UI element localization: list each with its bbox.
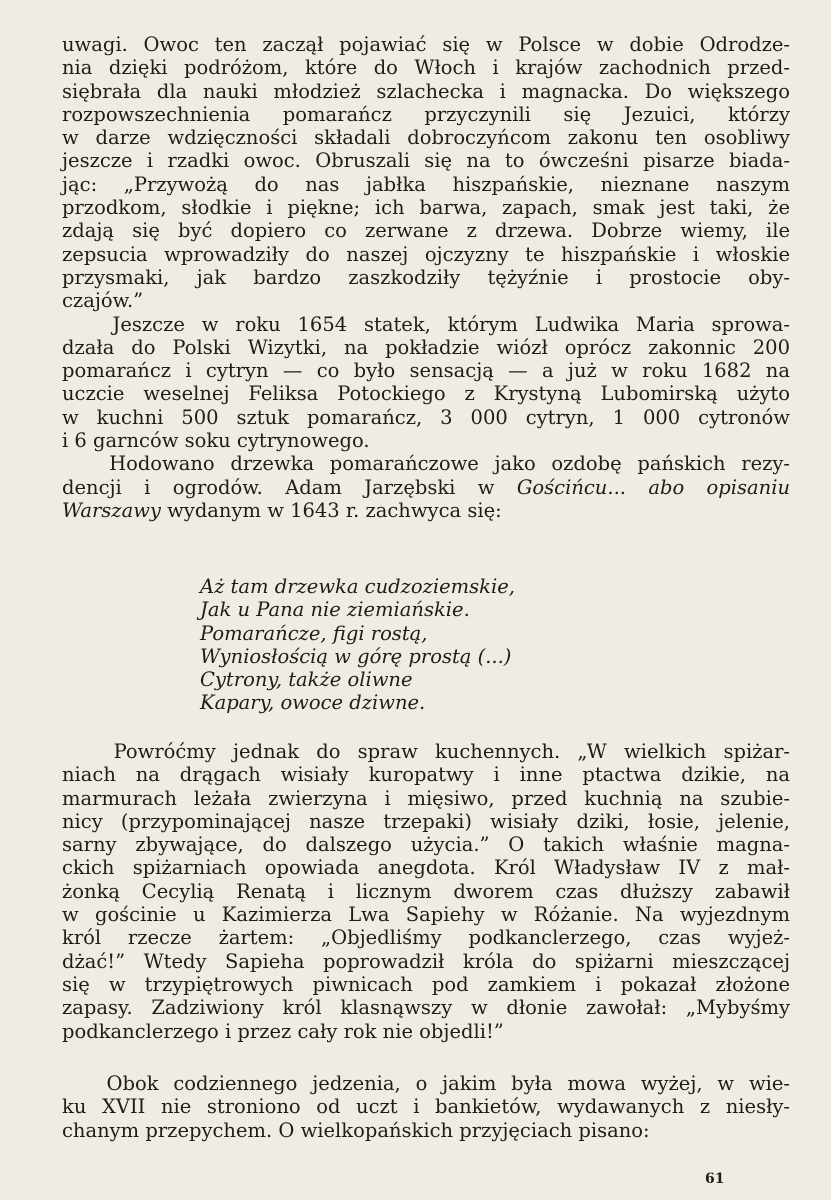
text-line: jąc: „Przywożą do nas jabłka hiszpańskie, nieznane naszym <box>62 172 790 196</box>
text-line: zapasy. Zadziwiony król klasnąwszy w dłonie zawołał: „Mybyśmy <box>62 996 790 1020</box>
text-line: się w trzypiętrowych piwnicach pod zamkiem i pokazał złożone <box>62 972 790 996</box>
text-line: podkanclerzego i przez cały rok nie objedli!” <box>62 1019 504 1043</box>
book-title: Warszawy <box>62 498 161 522</box>
text-line: uczcie weselnej Feliksa Potockiego z Krystyną Lubomirską użyto <box>62 382 790 406</box>
text-line: siębrała dla nauki młodzież szlachecka i magnacka. Do większego <box>62 79 790 103</box>
page-number: 61 <box>705 1171 725 1187</box>
text-line: zdają się być dopiero co zerwane z drzewa. Dobrze wiemy, ile <box>62 219 790 243</box>
verse-line: Kapary, owoce dziwne. <box>200 691 426 715</box>
text-line: jeszcze i rzadki owoc. Obruszali się na to ówcześni pisarze biada- <box>62 149 790 173</box>
text-line: nia dzięki podróżom, które do Włoch i krajów zachodnich przed- <box>62 56 790 80</box>
text-line: sarny zbywające, do dalszego użycia.” O takich właśnie magna- <box>62 833 790 857</box>
paragraph-block-3 <box>62 1072 790 1142</box>
text-line: w kuchni 500 sztuk pomarańcz, 3 000 cytryn, 1 000 cytronów <box>62 405 790 429</box>
paragraph-block-1 <box>62 33 790 522</box>
text-line: nicy (przypominającej nasze trzepaki) wisiały dziki, łosie, jelenie, <box>62 809 790 833</box>
verse-line: Jak u Pana nie ziemiańskie. <box>200 598 470 622</box>
verse-quote <box>200 575 620 715</box>
text-line: Powróćmy jednak do spraw kuchennych. „W wielkich spiżar- <box>62 740 790 763</box>
text-line: niach na drągach wisiały kuropatwy i inne ptactwa dzikie, na <box>62 763 790 787</box>
text-line: ku XVII nie stroniono od uczt i bankietów, wydawanych z niesły- <box>62 1095 790 1119</box>
text-line: dzała do Polski Wizytki, na pokładzie wiózł oprócz zakonnic 200 <box>62 335 790 359</box>
text-line: w gościnie u Kazimierza Lwa Sapiehy w Różanie. Na wyjezdnym <box>62 903 790 927</box>
text-line-mixed <box>62 476 790 499</box>
text-line: Obok codziennego jedzenia, o jakim była mowa wyżej, w wie- <box>62 1072 790 1095</box>
text-line: dżać!” Wtedy Sapieha poprowadził króla do spiżarni mieszczącej <box>62 949 790 973</box>
text-line: zepsucia wprowadziły do naszej ojczyzny te hiszpańskie i włoskie <box>62 242 790 266</box>
text-segment: wydanym w 1643 r. zachwyca się: <box>160 498 502 522</box>
text-line: przysmaki, jak bardzo zaszkodziły tężyźnie i prostocie oby- <box>62 265 790 289</box>
book-title: Gościńcu... abo opisaniu <box>516 475 790 499</box>
text-line: pomarańcz i cytryn — co było sensacją — a już w roku 1682 na <box>62 359 790 383</box>
verse-line: Wyniosłością w górę prostą (...) <box>200 644 512 668</box>
text-line: przodkom, słodkie i piękne; ich barwa, zapach, smak jest taki, że <box>62 196 790 220</box>
verse-line: Pomarańcze, figi rostą, <box>200 621 428 645</box>
verse-line: Cytrony, także oliwne <box>200 668 413 692</box>
text-line: uwagi. Owoc ten zaczął pojawiać się w Polsce w dobie Odrodze- <box>62 33 790 56</box>
text-segment: dencji i ogrodów. Adam Jarzębski w <box>62 475 517 499</box>
verse-line: Aż tam drzewka cudzoziemskie, <box>200 575 515 598</box>
text-line: w darze wdzięczności składali dobroczyńcom zakonu ten osobliwy <box>62 126 790 150</box>
text-line: czajów.” <box>62 289 144 313</box>
text-line: król rzecze żartem: „Objedliśmy podkanclerzego, czas wyjeż- <box>62 926 790 950</box>
text-line: żonką Cecylią Renatą i licznym dworem czas dłuższy zabawił <box>62 879 790 903</box>
paragraph-block-2 <box>62 740 790 1043</box>
text-line: rozpowszechnienia pomarańcz przyczynili się Jezuici, którzy <box>62 102 790 126</box>
text-line: Jeszcze w roku 1654 statek, którym Ludwika Maria sprowa- <box>62 312 790 336</box>
text-line: marmurach leżała zwierzyna i mięsiwo, przed kuchnią na szubie- <box>62 786 790 810</box>
text-line-mixed <box>62 499 790 522</box>
text-line: i 6 garnców soku cytrynowego. <box>62 429 370 453</box>
text-line: Hodowano drzewka pomarańczowe jako ozdobę pańskich rezy- <box>62 452 790 476</box>
text-line: ckich spiżarniach opowiada anegdota. Król Władysław IV z mał- <box>62 856 790 880</box>
text-line: chanym przepychem. O wielkopańskich przyjęciach pisano: <box>62 1118 650 1142</box>
